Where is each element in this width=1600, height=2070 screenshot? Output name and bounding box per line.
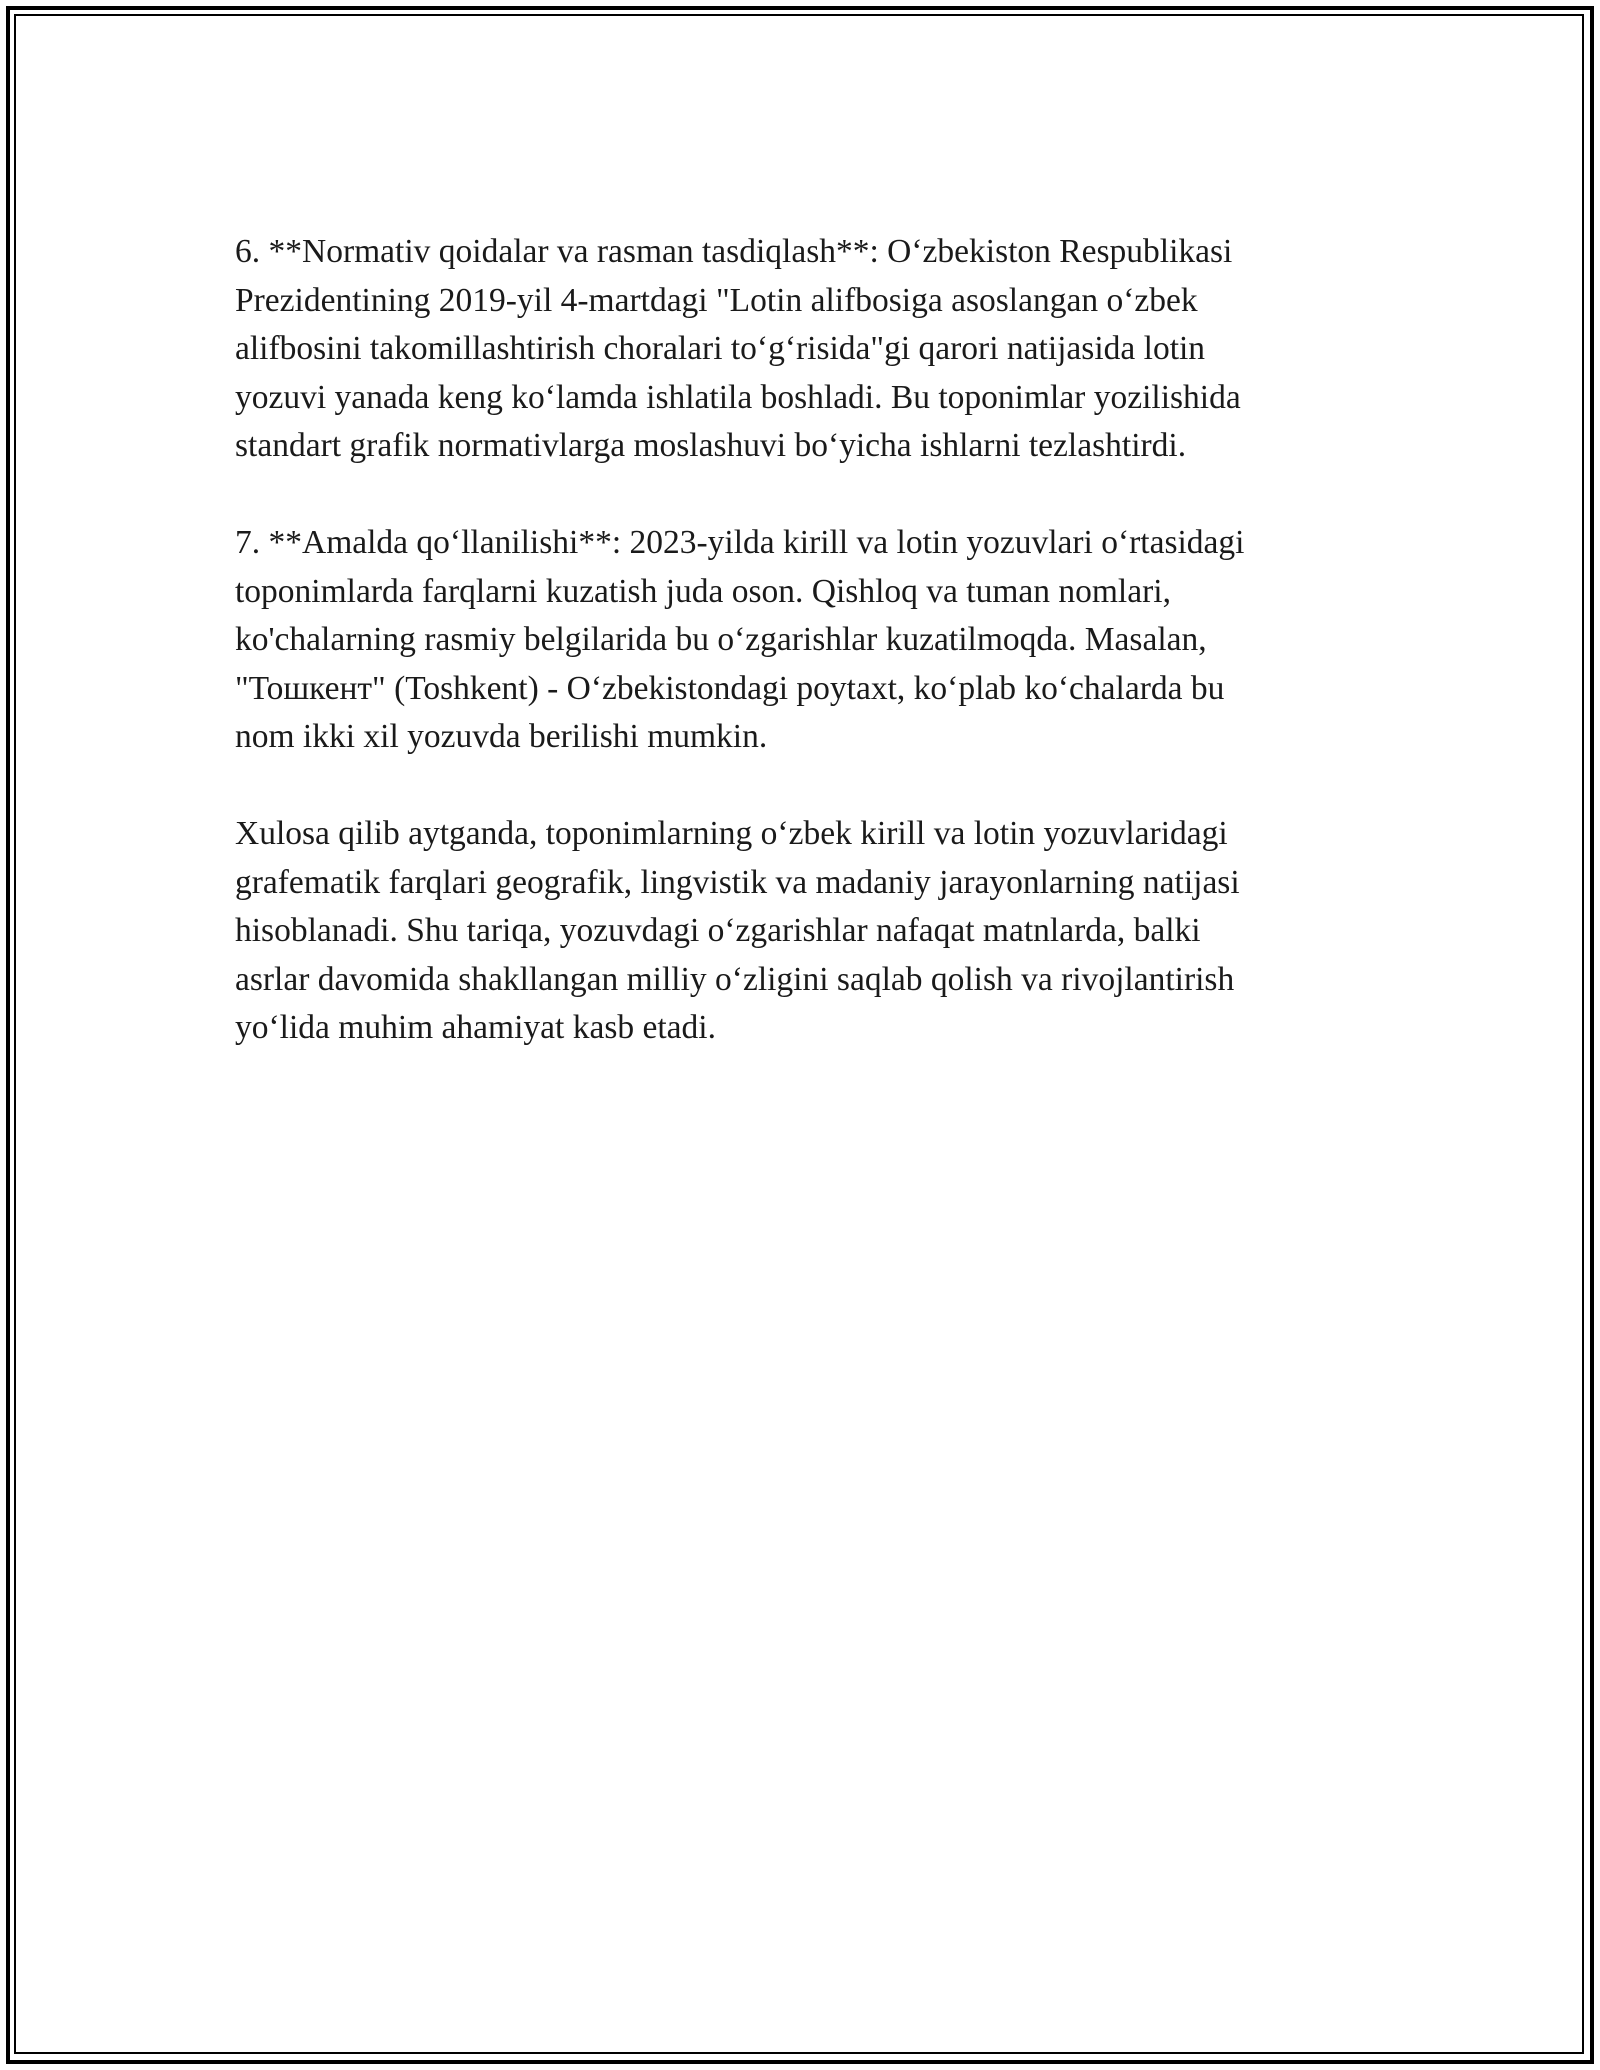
- paragraph-normative-rules: 6. **Normativ qoidalar va rasman tasdiqlash**: O‘zbekiston Respublikasi Prezidentining 2019-yil 4-martdagi "Lotin alifbosiga asoslangan o‘zbek alifbosini takomillashtirish choralari to‘g‘risida"gi qarori natijasida lotin yozuvi yanada keng ko‘lamda ishlatila boshladi. Bu toponimlar yozilishida standart grafik normativlarga moslashuvi bo‘yicha ishlarni tezlashtirdi.: [235, 233, 1241, 464]
- paragraph-practical-application: 7. **Amalda qo‘llanilishi**: 2023-yilda kirill va lotin yozuvlari o‘rtasidagi toponimlarda farqlarni kuzatish juda oson. Qishloq va tuman nomlari, ko'chalarning rasmiy belgilarida bu o‘zgarishlar kuzatilmoqda. Masalan, "Тошкент" (Toshkent) - O‘zbekistondagi poytaxt, ko‘plab ko‘chalarda bu nom ikki xil yozuvda berilishi mumkin.: [235, 524, 1245, 755]
- paragraph-conclusion: Xulosa qilib aytganda, toponimlarning o‘zbek kirill va lotin yozuvlaridagi grafematik farqlari geografik, lingvistik va madaniy jarayonlarning natijasi hisoblanadi. Shu tariqa, yozuvdagi o‘zgarishlar nafaqat matnlarda, balki asrlar davomida shakllangan milliy o‘zligini saqlab qolish va rivojlantirish yo‘lida muhim ahamiyat kasb etadi.: [235, 815, 1240, 1046]
- document-body: [235, 228, 1365, 1101]
